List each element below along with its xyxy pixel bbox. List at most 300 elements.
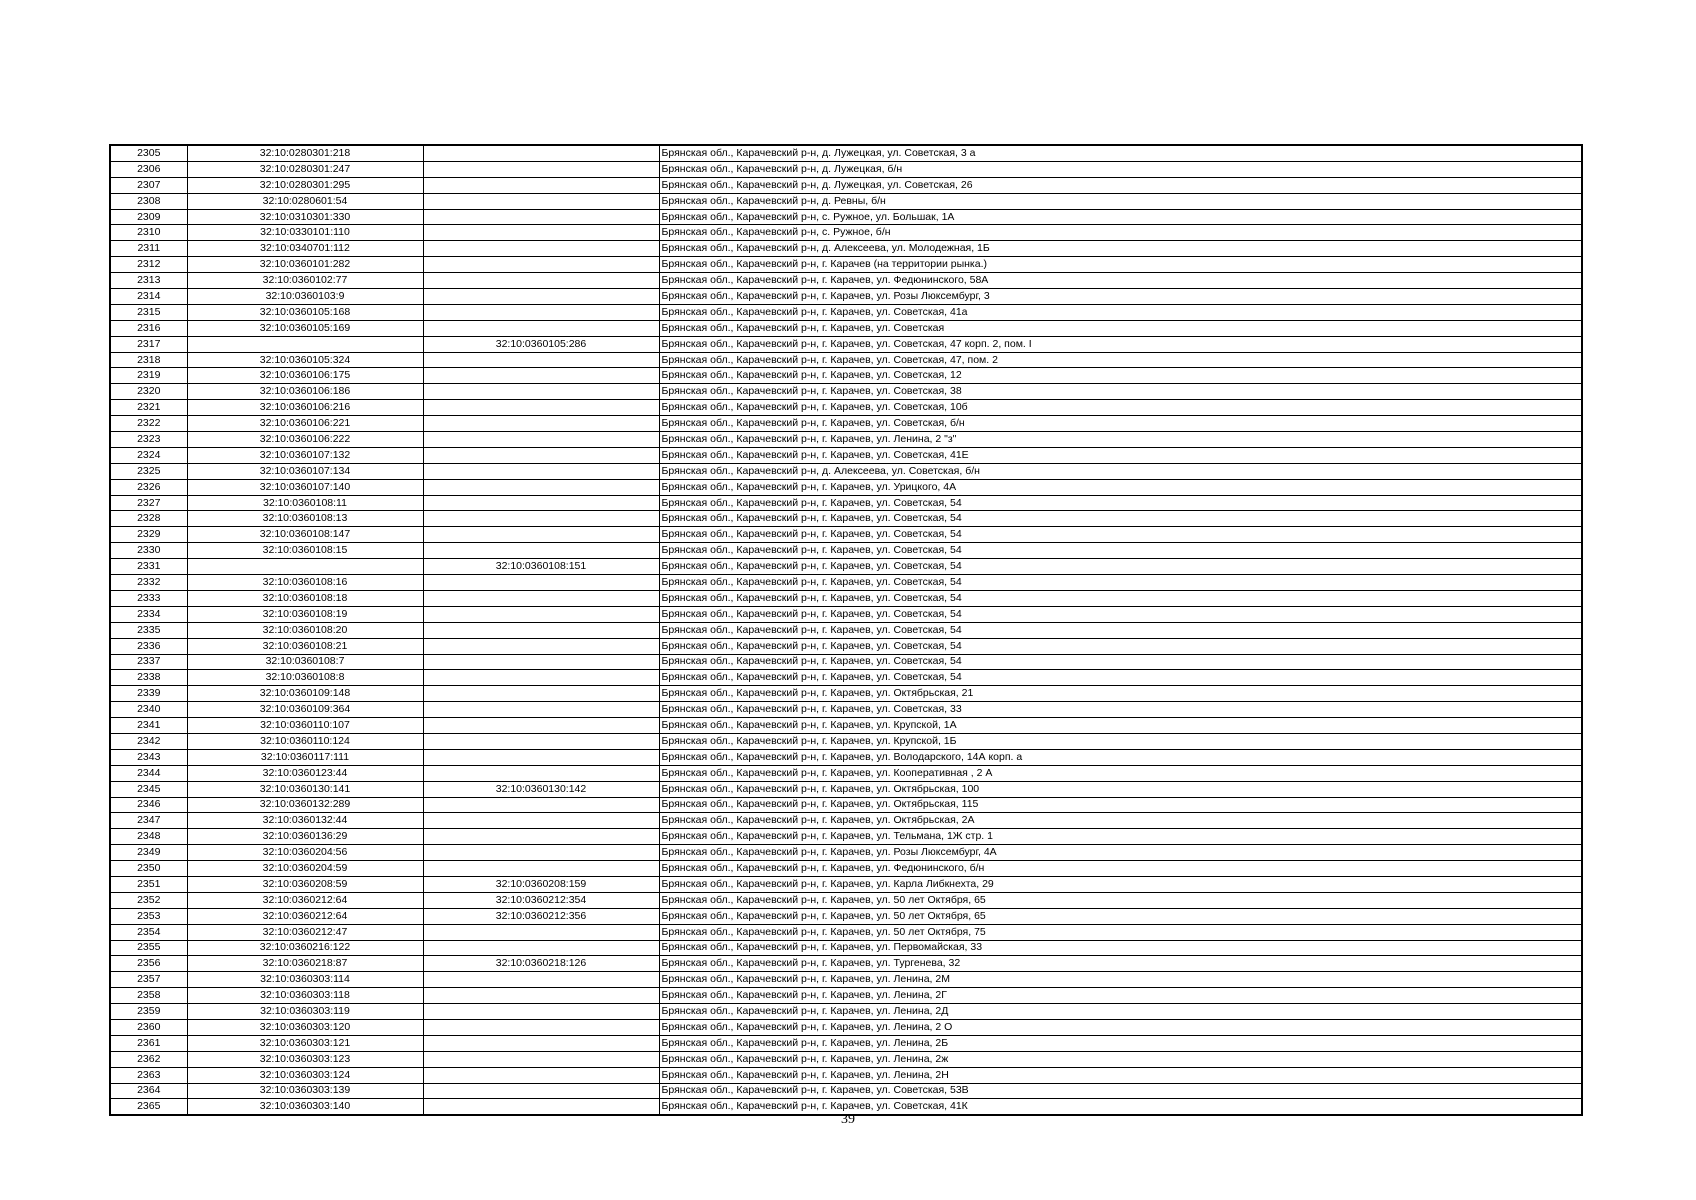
table-row <box>110 972 1582 988</box>
registry-table <box>109 144 1583 1116</box>
cadastral-number-cell: 32:10:0360132:289 <box>187 797 423 813</box>
address-cell: Брянская обл., Карачевский р-н, г. Карачев, ул. Советская, 10б <box>659 400 1582 416</box>
table-row <box>110 622 1582 638</box>
related-cadastral-number-cell <box>423 972 659 988</box>
related-cadastral-number-cell <box>423 479 659 495</box>
address-cell: Брянская обл., Карачевский р-н, г. Карачев, ул. Ленина, 2Г <box>659 988 1582 1004</box>
row-number-cell: 2315 <box>110 304 187 320</box>
table-row <box>110 193 1582 209</box>
table-row <box>110 1083 1582 1099</box>
related-cadastral-number-cell <box>423 988 659 1004</box>
address-cell: Брянская обл., Карачевский р-н, г. Карачев, ул. Розы Люксембург, 3 <box>659 289 1582 305</box>
address-cell: Брянская обл., Карачевский р-н, г. Карачев, ул. Ленина, 2Д <box>659 1004 1582 1020</box>
address-cell: Брянская обл., Карачевский р-н, г. Карачев, ул. Советская, б/н <box>659 416 1582 432</box>
table-row <box>110 161 1582 177</box>
row-number-cell: 2350 <box>110 861 187 877</box>
table-row <box>110 606 1582 622</box>
table-row <box>110 940 1582 956</box>
table-row <box>110 829 1582 845</box>
row-number-cell: 2358 <box>110 988 187 1004</box>
row-number-cell: 2347 <box>110 813 187 829</box>
address-cell: Брянская обл., Карачевский р-н, д. Лужецкая, ул. Советская, 26 <box>659 177 1582 193</box>
address-cell: Брянская обл., Карачевский р-н, г. Карачев, ул. Советская, 54 <box>659 559 1582 575</box>
address-cell: Брянская обл., Карачевский р-н, г. Карачев, ул. Первомайская, 33 <box>659 940 1582 956</box>
address-cell: Брянская обл., Карачевский р-н, г. Карачев, ул. Федюнинского, 58А <box>659 273 1582 289</box>
cadastral-number-cell: 32:10:0360108:147 <box>187 527 423 543</box>
row-number-cell: 2325 <box>110 463 187 479</box>
address-cell: Брянская обл., Карачевский р-н, д. Алексеева, ул. Молодежная, 1Б <box>659 241 1582 257</box>
row-number-cell: 2332 <box>110 575 187 591</box>
table-row <box>110 638 1582 654</box>
cadastral-number-cell: 32:10:0360303:121 <box>187 1035 423 1051</box>
table-row <box>110 670 1582 686</box>
table-row <box>110 861 1582 877</box>
table-row <box>110 765 1582 781</box>
table-row <box>110 257 1582 273</box>
address-cell: Брянская обл., Карачевский р-н, г. Карачев, ул. Ленина, 2ж <box>659 1051 1582 1067</box>
table-row <box>110 384 1582 400</box>
related-cadastral-number-cell <box>423 686 659 702</box>
cadastral-number-cell: 32:10:0360108:16 <box>187 575 423 591</box>
address-cell: Брянская обл., Карачевский р-н, г. Карачев, ул. Советская, 53В <box>659 1083 1582 1099</box>
related-cadastral-number-cell <box>423 177 659 193</box>
address-cell: Брянская обл., Карачевский р-н, г. Карачев, ул. Ленина, 2 О <box>659 1019 1582 1035</box>
address-cell: Брянская обл., Карачевский р-н, г. Карачев, ул. Ленина, 2М <box>659 972 1582 988</box>
address-cell: Брянская обл., Карачевский р-н, с. Ружное, ул. Большак, 1А <box>659 209 1582 225</box>
table-row <box>110 463 1582 479</box>
cadastral-number-cell: 32:10:0360108:15 <box>187 543 423 559</box>
table-row <box>110 447 1582 463</box>
cadastral-number-cell: 32:10:0360105:168 <box>187 304 423 320</box>
cadastral-number-cell: 32:10:0360204:56 <box>187 845 423 861</box>
cadastral-number-cell: 32:10:0360108:8 <box>187 670 423 686</box>
related-cadastral-number-cell <box>423 257 659 273</box>
row-number-cell: 2316 <box>110 320 187 336</box>
row-number-cell: 2362 <box>110 1051 187 1067</box>
table-row <box>110 749 1582 765</box>
row-number-cell: 2327 <box>110 495 187 511</box>
cadastral-number-cell: 32:10:0330101:110 <box>187 225 423 241</box>
cadastral-number-cell: 32:10:0280601:54 <box>187 193 423 209</box>
table-row <box>110 241 1582 257</box>
cadastral-number-cell: 32:10:0310301:330 <box>187 209 423 225</box>
row-number-cell: 2356 <box>110 956 187 972</box>
row-number-cell: 2330 <box>110 543 187 559</box>
address-cell: Брянская обл., Карачевский р-н, г. Карачев, ул. Советская, 41К <box>659 1099 1582 1115</box>
table-row <box>110 813 1582 829</box>
address-cell: Брянская обл., Карачевский р-н, г. Карачев, ул. Советская, 54 <box>659 606 1582 622</box>
cadastral-number-cell: 32:10:0360108:11 <box>187 495 423 511</box>
row-number-cell: 2336 <box>110 638 187 654</box>
cadastral-number-cell: 32:10:0360212:47 <box>187 924 423 940</box>
address-cell: Брянская обл., Карачевский р-н, г. Карачев, ул. Советская, 54 <box>659 527 1582 543</box>
row-number-cell: 2340 <box>110 702 187 718</box>
row-number-cell: 2348 <box>110 829 187 845</box>
cadastral-number-cell: 32:10:0360204:59 <box>187 861 423 877</box>
table-row <box>110 590 1582 606</box>
table-row <box>110 336 1582 352</box>
related-cadastral-number-cell: 32:10:0360108:151 <box>423 559 659 575</box>
related-cadastral-number-cell <box>423 575 659 591</box>
related-cadastral-number-cell <box>423 1004 659 1020</box>
row-number-cell: 2326 <box>110 479 187 495</box>
address-cell: Брянская обл., Карачевский р-н, г. Карачев, ул. Федюнинского, б/н <box>659 861 1582 877</box>
cadastral-number-cell: 32:10:0340701:112 <box>187 241 423 257</box>
related-cadastral-number-cell <box>423 797 659 813</box>
related-cadastral-number-cell <box>423 590 659 606</box>
row-number-cell: 2317 <box>110 336 187 352</box>
related-cadastral-number-cell <box>423 702 659 718</box>
cadastral-number-cell: 32:10:0360105:324 <box>187 352 423 368</box>
address-cell: Брянская обл., Карачевский р-н, г. Карачев, ул. Крупской, 1Б <box>659 733 1582 749</box>
table-row <box>110 209 1582 225</box>
row-number-cell: 2328 <box>110 511 187 527</box>
table-row <box>110 781 1582 797</box>
cadastral-number-cell: 32:10:0360303:119 <box>187 1004 423 1020</box>
cadastral-number-cell: 32:10:0360106:216 <box>187 400 423 416</box>
related-cadastral-number-cell <box>423 654 659 670</box>
cadastral-number-cell: 32:10:0280301:247 <box>187 161 423 177</box>
cadastral-number-cell: 32:10:0360102:77 <box>187 273 423 289</box>
address-cell: Брянская обл., Карачевский р-н, г. Карачев, ул. Советская, 38 <box>659 384 1582 400</box>
cadastral-number-cell: 32:10:0280301:218 <box>187 145 423 161</box>
related-cadastral-number-cell <box>423 845 659 861</box>
cadastral-number-cell: 32:10:0360109:364 <box>187 702 423 718</box>
related-cadastral-number-cell <box>423 320 659 336</box>
row-number-cell: 2360 <box>110 1019 187 1035</box>
address-cell: Брянская обл., Карачевский р-н, г. Карачев, ул. Советская, 54 <box>659 590 1582 606</box>
table-row <box>110 177 1582 193</box>
row-number-cell: 2323 <box>110 432 187 448</box>
row-number-cell: 2335 <box>110 622 187 638</box>
table-row <box>110 543 1582 559</box>
row-number-cell: 2318 <box>110 352 187 368</box>
address-cell: Брянская обл., Карачевский р-н, г. Карачев, ул. 50 лет Октября, 75 <box>659 924 1582 940</box>
related-cadastral-number-cell <box>423 924 659 940</box>
row-number-cell: 2364 <box>110 1083 187 1099</box>
related-cadastral-number-cell <box>423 225 659 241</box>
cadastral-number-cell: 32:10:0360110:124 <box>187 733 423 749</box>
table-row <box>110 718 1582 734</box>
related-cadastral-number-cell <box>423 1035 659 1051</box>
address-cell: Брянская обл., Карачевский р-н, г. Карачев, ул. Карла Либкнехта, 29 <box>659 876 1582 892</box>
address-cell: Брянская обл., Карачевский р-н, г. Карачев, ул. Ленина, 2Б <box>659 1035 1582 1051</box>
cadastral-number-cell: 32:10:0360132:44 <box>187 813 423 829</box>
related-cadastral-number-cell: 32:10:0360208:159 <box>423 876 659 892</box>
table-row <box>110 304 1582 320</box>
address-cell: Брянская обл., Карачевский р-н, с. Ружное, б/н <box>659 225 1582 241</box>
row-number-cell: 2329 <box>110 527 187 543</box>
table-row <box>110 273 1582 289</box>
row-number-cell: 2363 <box>110 1067 187 1083</box>
table-row <box>110 654 1582 670</box>
related-cadastral-number-cell: 32:10:0360105:286 <box>423 336 659 352</box>
address-cell: Брянская обл., Карачевский р-н, г. Карачев, ул. Советская, 41а <box>659 304 1582 320</box>
cadastral-number-cell <box>187 336 423 352</box>
table-row <box>110 145 1582 161</box>
row-number-cell: 2322 <box>110 416 187 432</box>
related-cadastral-number-cell <box>423 161 659 177</box>
row-number-cell: 2365 <box>110 1099 187 1115</box>
cadastral-number-cell: 32:10:0280301:295 <box>187 177 423 193</box>
address-cell: Брянская обл., Карачевский р-н, д. Ревны, б/н <box>659 193 1582 209</box>
address-cell: Брянская обл., Карачевский р-н, г. Карачев, ул. Урицкого, 4А <box>659 479 1582 495</box>
address-cell: Брянская обл., Карачевский р-н, г. Карачев, ул. Советская, 54 <box>659 670 1582 686</box>
address-cell: Брянская обл., Карачевский р-н, г. Карачев, ул. Ленина, 2Н <box>659 1067 1582 1083</box>
related-cadastral-number-cell <box>423 733 659 749</box>
cadastral-number-cell: 32:10:0360106:222 <box>187 432 423 448</box>
row-number-cell: 2344 <box>110 765 187 781</box>
address-cell: Брянская обл., Карачевский р-н, г. Карачев, ул. Советская, 47 корп. 2, пом. I <box>659 336 1582 352</box>
related-cadastral-number-cell <box>423 463 659 479</box>
table-row <box>110 511 1582 527</box>
related-cadastral-number-cell: 32:10:0360218:126 <box>423 956 659 972</box>
cadastral-number-cell: 32:10:0360303:120 <box>187 1019 423 1035</box>
row-number-cell: 2354 <box>110 924 187 940</box>
address-cell: Брянская обл., Карачевский р-н, г. Карачев, ул. Советская, 12 <box>659 368 1582 384</box>
cadastral-number-cell: 32:10:0360103:9 <box>187 289 423 305</box>
address-cell: Брянская обл., Карачевский р-н, г. Карачев, ул. Октябрьская, 115 <box>659 797 1582 813</box>
address-cell: Брянская обл., Карачевский р-н, г. Карачев, ул. Советская, 41Е <box>659 447 1582 463</box>
table-row <box>110 908 1582 924</box>
related-cadastral-number-cell <box>423 304 659 320</box>
related-cadastral-number-cell <box>423 447 659 463</box>
cadastral-number-cell: 32:10:0360208:59 <box>187 876 423 892</box>
row-number-cell: 2307 <box>110 177 187 193</box>
related-cadastral-number-cell <box>423 527 659 543</box>
row-number-cell: 2355 <box>110 940 187 956</box>
cadastral-number-cell: 32:10:0360212:64 <box>187 892 423 908</box>
row-number-cell: 2314 <box>110 289 187 305</box>
related-cadastral-number-cell <box>423 273 659 289</box>
cadastral-number-cell: 32:10:0360108:21 <box>187 638 423 654</box>
table-row <box>110 1067 1582 1083</box>
related-cadastral-number-cell <box>423 289 659 305</box>
table-row <box>110 797 1582 813</box>
cadastral-number-cell: 32:10:0360108:20 <box>187 622 423 638</box>
address-cell: Брянская обл., Карачевский р-н, г. Карачев, ул. Володарского, 14А корп. а <box>659 749 1582 765</box>
row-number-cell: 2334 <box>110 606 187 622</box>
table-row <box>110 575 1582 591</box>
table-row <box>110 988 1582 1004</box>
related-cadastral-number-cell <box>423 861 659 877</box>
address-cell: Брянская обл., Карачевский р-н, г. Карачев, ул. Октябрьская, 100 <box>659 781 1582 797</box>
address-cell: Брянская обл., Карачевский р-н, г. Карачев, ул. Крупской, 1А <box>659 718 1582 734</box>
table-row <box>110 733 1582 749</box>
related-cadastral-number-cell <box>423 209 659 225</box>
page-number: 39 <box>841 1112 855 1127</box>
row-number-cell: 2352 <box>110 892 187 908</box>
cadastral-number-cell: 32:10:0360218:87 <box>187 956 423 972</box>
row-number-cell: 2338 <box>110 670 187 686</box>
row-number-cell: 2343 <box>110 749 187 765</box>
cadastral-number-cell: 32:10:0360101:282 <box>187 257 423 273</box>
row-number-cell: 2313 <box>110 273 187 289</box>
related-cadastral-number-cell <box>423 1019 659 1035</box>
table-row <box>110 1019 1582 1035</box>
related-cadastral-number-cell <box>423 829 659 845</box>
table-row <box>110 352 1582 368</box>
table-row <box>110 1051 1582 1067</box>
registry-table-body <box>110 145 1582 1115</box>
address-cell: Брянская обл., Карачевский р-н, г. Карачев, ул. Советская, 54 <box>659 543 1582 559</box>
table-row <box>110 225 1582 241</box>
address-cell: Брянская обл., Карачевский р-н, г. Карачев, ул. Советская, 47, пом. 2 <box>659 352 1582 368</box>
address-cell: Брянская обл., Карачевский р-н, г. Карачев, ул. Кооперативная , 2 А <box>659 765 1582 781</box>
table-row <box>110 892 1582 908</box>
address-cell: Брянская обл., Карачевский р-н, г. Карачев, ул. Розы Люксембург, 4А <box>659 845 1582 861</box>
address-cell: Брянская обл., Карачевский р-н, г. Карачев, ул. Октябрьская, 2А <box>659 813 1582 829</box>
table-row <box>110 320 1582 336</box>
related-cadastral-number-cell <box>423 1083 659 1099</box>
row-number-cell: 2310 <box>110 225 187 241</box>
table-row <box>110 876 1582 892</box>
cadastral-number-cell: 32:10:0360108:7 <box>187 654 423 670</box>
row-number-cell: 2349 <box>110 845 187 861</box>
row-number-cell: 2321 <box>110 400 187 416</box>
address-cell: Брянская обл., Карачевский р-н, г. Карачев, ул. Советская, 54 <box>659 495 1582 511</box>
related-cadastral-number-cell: 32:10:0360212:356 <box>423 908 659 924</box>
table-row <box>110 527 1582 543</box>
related-cadastral-number-cell <box>423 384 659 400</box>
cadastral-number-cell: 32:10:0360110:107 <box>187 718 423 734</box>
cadastral-number-cell: 32:10:0360303:124 <box>187 1067 423 1083</box>
cadastral-number-cell: 32:10:0360303:118 <box>187 988 423 1004</box>
cadastral-number-cell: 32:10:0360136:29 <box>187 829 423 845</box>
cadastral-number-cell: 32:10:0360303:123 <box>187 1051 423 1067</box>
related-cadastral-number-cell <box>423 1051 659 1067</box>
address-cell: Брянская обл., Карачевский р-н, д. Лужецкая, ул. Советская, 3 а <box>659 145 1582 161</box>
cadastral-number-cell: 32:10:0360107:140 <box>187 479 423 495</box>
row-number-cell: 2333 <box>110 590 187 606</box>
related-cadastral-number-cell <box>423 670 659 686</box>
related-cadastral-number-cell <box>423 352 659 368</box>
row-number-cell: 2345 <box>110 781 187 797</box>
row-number-cell: 2339 <box>110 686 187 702</box>
related-cadastral-number-cell <box>423 193 659 209</box>
cadastral-number-cell: 32:10:0360105:169 <box>187 320 423 336</box>
table-row <box>110 495 1582 511</box>
table-row <box>110 559 1582 575</box>
cadastral-number-cell: 32:10:0360216:122 <box>187 940 423 956</box>
related-cadastral-number-cell <box>423 1067 659 1083</box>
related-cadastral-number-cell <box>423 145 659 161</box>
related-cadastral-number-cell <box>423 432 659 448</box>
cadastral-number-cell: 32:10:0360106:221 <box>187 416 423 432</box>
related-cadastral-number-cell <box>423 400 659 416</box>
related-cadastral-number-cell <box>423 638 659 654</box>
address-cell: Брянская обл., Карачевский р-н, г. Карачев, ул. 50 лет Октября, 65 <box>659 892 1582 908</box>
related-cadastral-number-cell <box>423 606 659 622</box>
address-cell: Брянская обл., Карачевский р-н, г. Карачев, ул. Советская, 54 <box>659 654 1582 670</box>
table-row <box>110 702 1582 718</box>
address-cell: Брянская обл., Карачевский р-н, д. Алексеева, ул. Советская, б/н <box>659 463 1582 479</box>
row-number-cell: 2361 <box>110 1035 187 1051</box>
related-cadastral-number-cell <box>423 622 659 638</box>
cadastral-number-cell: 32:10:0360108:18 <box>187 590 423 606</box>
table-row <box>110 924 1582 940</box>
row-number-cell: 2305 <box>110 145 187 161</box>
row-number-cell: 2320 <box>110 384 187 400</box>
cadastral-number-cell: 32:10:0360303:114 <box>187 972 423 988</box>
row-number-cell: 2342 <box>110 733 187 749</box>
row-number-cell: 2331 <box>110 559 187 575</box>
address-cell: Брянская обл., Карачевский р-н, г. Карачев, ул. Тургенева, 32 <box>659 956 1582 972</box>
address-cell: Брянская обл., Карачевский р-н, г. Карачев, ул. Советская, 54 <box>659 622 1582 638</box>
row-number-cell: 2306 <box>110 161 187 177</box>
table-row <box>110 479 1582 495</box>
related-cadastral-number-cell <box>423 718 659 734</box>
table-row <box>110 416 1582 432</box>
row-number-cell: 2346 <box>110 797 187 813</box>
address-cell: Брянская обл., Карачевский р-н, г. Карачев (на территории рынка.) <box>659 257 1582 273</box>
cadastral-number-cell: 32:10:0360303:139 <box>187 1083 423 1099</box>
related-cadastral-number-cell <box>423 940 659 956</box>
row-number-cell: 2308 <box>110 193 187 209</box>
cadastral-number-cell: 32:10:0360106:186 <box>187 384 423 400</box>
related-cadastral-number-cell <box>423 495 659 511</box>
cadastral-number-cell: 32:10:0360123:44 <box>187 765 423 781</box>
address-cell: Брянская обл., Карачевский р-н, д. Лужецкая, б/н <box>659 161 1582 177</box>
address-cell: Брянская обл., Карачевский р-н, г. Карачев, ул. Советская, 54 <box>659 638 1582 654</box>
row-number-cell: 2337 <box>110 654 187 670</box>
row-number-cell: 2353 <box>110 908 187 924</box>
related-cadastral-number-cell <box>423 416 659 432</box>
cadastral-number-cell: 32:10:0360106:175 <box>187 368 423 384</box>
related-cadastral-number-cell <box>423 511 659 527</box>
row-number-cell: 2341 <box>110 718 187 734</box>
address-cell: Брянская обл., Карачевский р-н, г. Карачев, ул. 50 лет Октября, 65 <box>659 908 1582 924</box>
address-cell: Брянская обл., Карачевский р-н, г. Карачев, ул. Ленина, 2 "з" <box>659 432 1582 448</box>
cadastral-number-cell: 32:10:0360108:13 <box>187 511 423 527</box>
cadastral-number-cell: 32:10:0360130:141 <box>187 781 423 797</box>
table-row <box>110 400 1582 416</box>
row-number-cell: 2309 <box>110 209 187 225</box>
related-cadastral-number-cell: 32:10:0360130:142 <box>423 781 659 797</box>
row-number-cell: 2359 <box>110 1004 187 1020</box>
table-row <box>110 1035 1582 1051</box>
address-cell: Брянская обл., Карачевский р-н, г. Карачев, ул. Советская, 54 <box>659 511 1582 527</box>
related-cadastral-number-cell <box>423 749 659 765</box>
cadastral-number-cell: 32:10:0360212:64 <box>187 908 423 924</box>
table-row <box>110 289 1582 305</box>
related-cadastral-number-cell: 32:10:0360212:354 <box>423 892 659 908</box>
related-cadastral-number-cell <box>423 368 659 384</box>
related-cadastral-number-cell <box>423 543 659 559</box>
related-cadastral-number-cell <box>423 813 659 829</box>
table-row <box>110 686 1582 702</box>
row-number-cell: 2319 <box>110 368 187 384</box>
cadastral-number-cell: 32:10:0360107:132 <box>187 447 423 463</box>
cadastral-number-cell: 32:10:0360109:148 <box>187 686 423 702</box>
cadastral-number-cell: 32:10:0360303:140 <box>187 1099 423 1115</box>
table-row <box>110 956 1582 972</box>
cadastral-number-cell: 32:10:0360107:134 <box>187 463 423 479</box>
table-row <box>110 368 1582 384</box>
cadastral-number-cell: 32:10:0360117:111 <box>187 749 423 765</box>
row-number-cell: 2357 <box>110 972 187 988</box>
table-row <box>110 432 1582 448</box>
cadastral-number-cell <box>187 559 423 575</box>
address-cell: Брянская обл., Карачевский р-н, г. Карачев, ул. Советская, 54 <box>659 575 1582 591</box>
address-cell: Брянская обл., Карачевский р-н, г. Карачев, ул. Советская, 33 <box>659 702 1582 718</box>
table-row <box>110 845 1582 861</box>
row-number-cell: 2312 <box>110 257 187 273</box>
address-cell: Брянская обл., Карачевский р-н, г. Карачев, ул. Октябрьская, 21 <box>659 686 1582 702</box>
address-cell: Брянская обл., Карачевский р-н, г. Карачев, ул. Советская <box>659 320 1582 336</box>
table-row <box>110 1004 1582 1020</box>
row-number-cell: 2351 <box>110 876 187 892</box>
